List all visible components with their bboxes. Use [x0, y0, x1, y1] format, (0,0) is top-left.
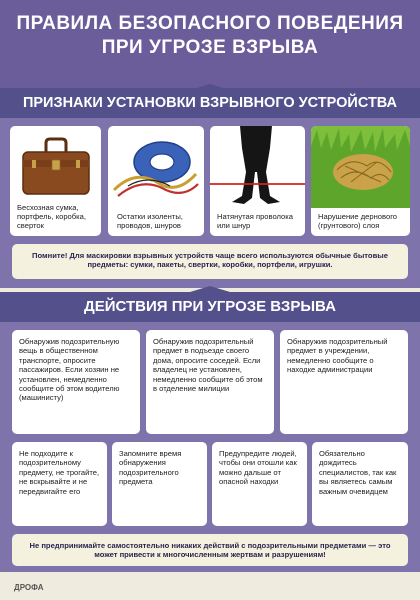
ribbon2-notch: [190, 286, 230, 292]
ribbon1-notch: [190, 84, 230, 90]
sign-card-tape: [108, 126, 204, 236]
header-banner: [0, 0, 420, 90]
tape-roll-icon: [108, 128, 204, 204]
disturbed-grass-icon: [311, 126, 410, 208]
sign-card-wire: [210, 126, 305, 236]
action-card-remember-time: Запомните время обнаружения подозрительного предмета: [112, 442, 207, 526]
header-title-line2: ПРИ УГРОЗЕ ВЗРЫВА: [101, 37, 319, 58]
action-card-office: Обнаружив подозрительный предмет в учреждении, немедленно сообщите о находке администрации: [280, 330, 408, 434]
reminder-note: Помните! Для маскировки взрывных устройств чаще всего используются обычные бытовые предметы: сумки, пакеты, свертки, коробки, портфели, игрушки.: [12, 244, 408, 279]
section2-title: ДЕЙСТВИЯ ПРИ УГРОЗЕ ВЗРЫВА: [0, 292, 420, 322]
header-title-line1: ПРАВИЛА БЕЗОПАСНОГО ПОВЕДЕНИЯ: [16, 13, 404, 34]
action-card-wait-specialists: Обязательно дождитесь специалистов, так как вы являетесь самым важным очевидцем: [312, 442, 408, 526]
section1-title: ПРИЗНАКИ УСТАНОВКИ ВЗРЫВНОГО УСТРОЙСТВА: [0, 88, 420, 118]
footer: [0, 577, 420, 600]
sign-caption-bag: Бесхозная сумка, портфель, коробка, сверток: [17, 203, 86, 231]
final-warning: Не предпринимайте самостоятельно никаких действий с подозрительными предметами — это может привести к многочисленным жертвам и разрушениям!: [12, 534, 408, 566]
action-card-transport: Обнаружив подозрительную вещь в общественном транспорте, опросите пассажиров. Если хозяин не установлен, немедленно сообщите об этом водителю (машинисту): [12, 330, 140, 434]
action-card-entrance: Обнаружив подозрительный предмет в подъезде своего дома, опросите соседей. Если владелец не установлен, немедленно сообщите об этом в отделение милиции: [146, 330, 274, 434]
publisher-logo: ДРОФА: [14, 583, 44, 592]
briefcase-icon: [10, 130, 101, 200]
sign-caption-grass: Нарушение дернового (грунтового) слоя: [318, 212, 398, 231]
sign-caption-wire: Натянутая проволока или шнур: [217, 212, 293, 231]
sign-caption-tape: Остатки изоленты, проводов, шнуров: [117, 212, 183, 231]
action-card-dont-touch: Не подходите к подозрительному предмету, не трогайте, не вскрывайте и не передвигайте его: [12, 442, 107, 526]
tripwire-icon: [210, 126, 305, 210]
sign-card-bag: [10, 126, 101, 236]
action-card-warn-people: Предупредите людей, чтобы они отошли как можно дальше от опасной находки: [212, 442, 307, 526]
sign-card-grass: [311, 126, 410, 236]
